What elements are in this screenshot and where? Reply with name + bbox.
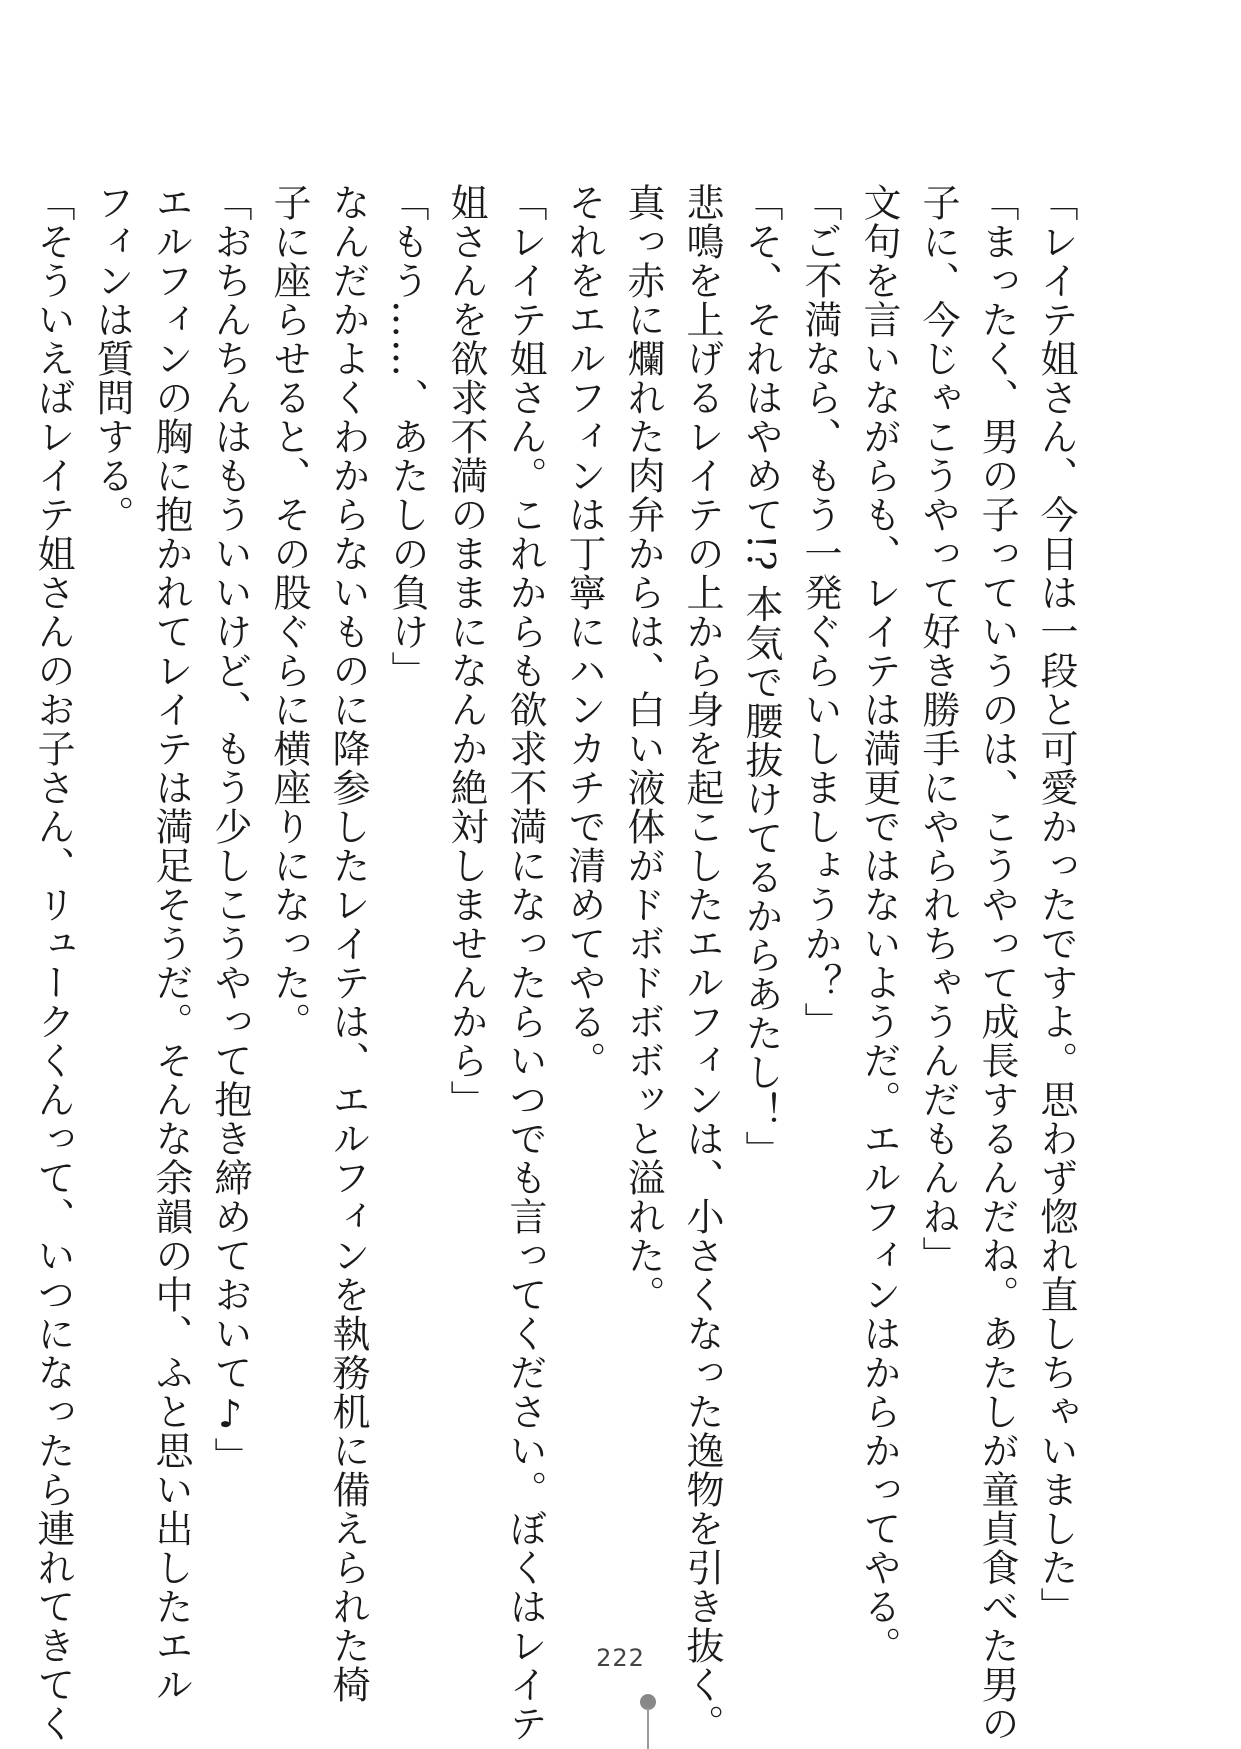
page-number: 222 [596, 1644, 645, 1672]
text-line: エルフィンの胸に抱かれてレイテは満足そうだ。そんな余韻の中、ふと思い出したエル [149, 183, 193, 1704]
text-line: それをエルフィンは丁寧にハンカチで清めてやる。 [562, 183, 606, 1080]
text-line: 「おちんちんはもういいけど、もう少しこうやって抱き締めておいて♪」 [208, 183, 252, 1476]
text-line: 「そ、それはやめて!? 本気で腰抜けてるからあたし！」 [739, 183, 783, 1170]
text-line: 真っ赤に爛れた肉弁からは、白い液体がドボドボボッと溢れた。 [621, 183, 665, 1314]
text-line: 「もう……、あたしの負け」 [385, 183, 429, 690]
ornament-line [647, 1708, 649, 1749]
text-line: 子に、今じゃこうやって好き勝手にやられちゃうんだもんね」 [916, 183, 960, 1275]
text-line: 「レイテ姐さん。これからも欲求不満になったらいつでも言ってください。ぼくはレイテ [503, 183, 547, 1743]
page-ornament-icon [640, 1694, 656, 1749]
text-line: 子に座らせると、その股ぐらに横座りになった。 [267, 183, 311, 1041]
text-line: 「まったく、男の子っていうのは、こうやって成長するんだね。あたしが童貞食べた男の [975, 183, 1019, 1743]
text-line: 文句を言いながらも、レイテは満更ではないようだ。エルフィンはからかってやる。 [857, 183, 901, 1665]
text-line: なんだかよくわからないものに降参したレイテは、エルフィンを執務机に備えられた椅 [326, 183, 370, 1704]
text-line: 悲鳴を上げるレイテの上から身を起こしたエルフィンは、小さくなった逸物を引き抜く。 [680, 183, 724, 1743]
text-line: 「ご不満なら、もう一発ぐらいしましょうか？」 [798, 183, 842, 1041]
text-line: 「そういえばレイテ姐さんのお子さん、リュークくんって、いつになったら連れてきてく [31, 183, 75, 1743]
text-line: フィンは質問する。 [90, 183, 134, 534]
text-line: 姐さんを欲求不満のままになんか絶対しませんから」 [444, 183, 488, 1119]
text-line: 「レイテ姐さん、今日は一段と可愛かったですよ。思わず惚れ直しちゃいました」 [1034, 183, 1078, 1626]
